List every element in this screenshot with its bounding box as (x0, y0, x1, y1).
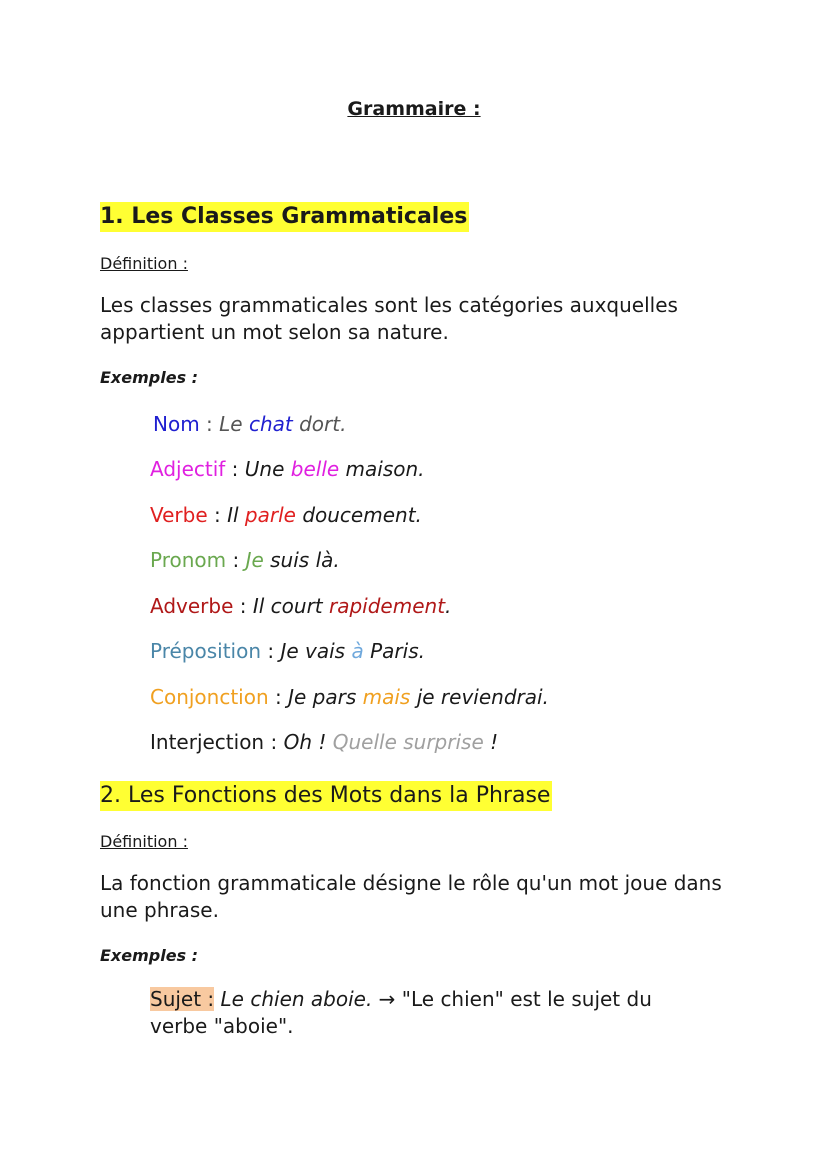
example-text-before: Oh ! (283, 730, 333, 754)
example-text-after: . (445, 594, 452, 618)
example-key-word: chat (248, 412, 293, 436)
example-key-word: belle (290, 457, 340, 481)
example-adverbe (150, 593, 451, 619)
example-text-before: Il court (252, 594, 329, 618)
example-text-before: Une (244, 457, 291, 481)
definition-label: Définition : (100, 832, 188, 851)
section-heading-fonctions: 2. Les Fonctions des Mots dans la Phrase (100, 781, 552, 811)
example-class-label: Nom (153, 412, 200, 436)
example-class-label: Conjonction (150, 685, 269, 709)
example-key-word: Quelle surprise (332, 730, 484, 754)
example-class-label: Adjectif (150, 457, 226, 481)
page-title: Grammaire : (347, 98, 481, 120)
example-text-after: je reviendrai. (410, 685, 549, 709)
example-separator: : (199, 412, 220, 436)
example-separator: : (233, 594, 253, 618)
example-interjection (150, 729, 498, 755)
example-separator: : (264, 730, 284, 754)
example-class-label: Préposition (150, 639, 262, 663)
examples-label: Exemples : (100, 946, 199, 965)
example-class-label: Adverbe (150, 594, 234, 618)
example-text-after: Paris. (363, 639, 425, 663)
example-key-word: parle (244, 503, 296, 527)
example-text-after: ! (483, 730, 499, 754)
examples-label: Exemples : (100, 368, 199, 387)
example-conjonction (150, 684, 549, 710)
example-text-before: Le (219, 412, 249, 436)
example-adjectif (150, 456, 425, 482)
example-sujet (150, 986, 710, 1040)
example-key-word: mais (362, 685, 411, 709)
example-text-after: suis là. (263, 548, 340, 572)
example-separator: : (226, 548, 246, 572)
example-class-label: Interjection (150, 730, 265, 754)
example-text-before: Il (227, 503, 245, 527)
example-key-word: Je (245, 548, 264, 572)
example-text-after: doucement. (295, 503, 422, 527)
example-nom (153, 411, 346, 437)
example-separator: : (225, 457, 245, 481)
example-text-before: Je pars (288, 685, 363, 709)
example-preposition (150, 638, 425, 664)
example-text-after: dort. (292, 412, 347, 436)
definition-text: La fonction grammaticale désigne le rôle qu'un mot joue dans une phrase. (100, 871, 722, 922)
example-text-before: Je vais (280, 639, 352, 663)
example-separator: : (268, 685, 289, 709)
sujet-example: Le chien aboie. (220, 987, 373, 1011)
sujet-label: Sujet : (150, 987, 215, 1011)
sujet-explanation: → "Le chien" est le sujet du verbe "aboie". (150, 987, 652, 1038)
example-separator: : (207, 503, 228, 527)
definition-label: Définition : (100, 254, 188, 273)
example-pronom (150, 547, 340, 573)
example-text-after: maison. (339, 457, 425, 481)
example-separator: : (261, 639, 281, 663)
definition-text: Les classes grammaticales sont les catégories auxquelles appartient un mot selon sa nature. (100, 293, 678, 344)
example-key-word: à (351, 639, 364, 663)
example-key-word: rapidement (329, 594, 446, 618)
example-class-label: Pronom (150, 548, 227, 572)
example-class-label: Verbe (150, 503, 208, 527)
example-verbe (150, 502, 422, 528)
section-heading-classes: 1. Les Classes Grammaticales (100, 202, 469, 232)
